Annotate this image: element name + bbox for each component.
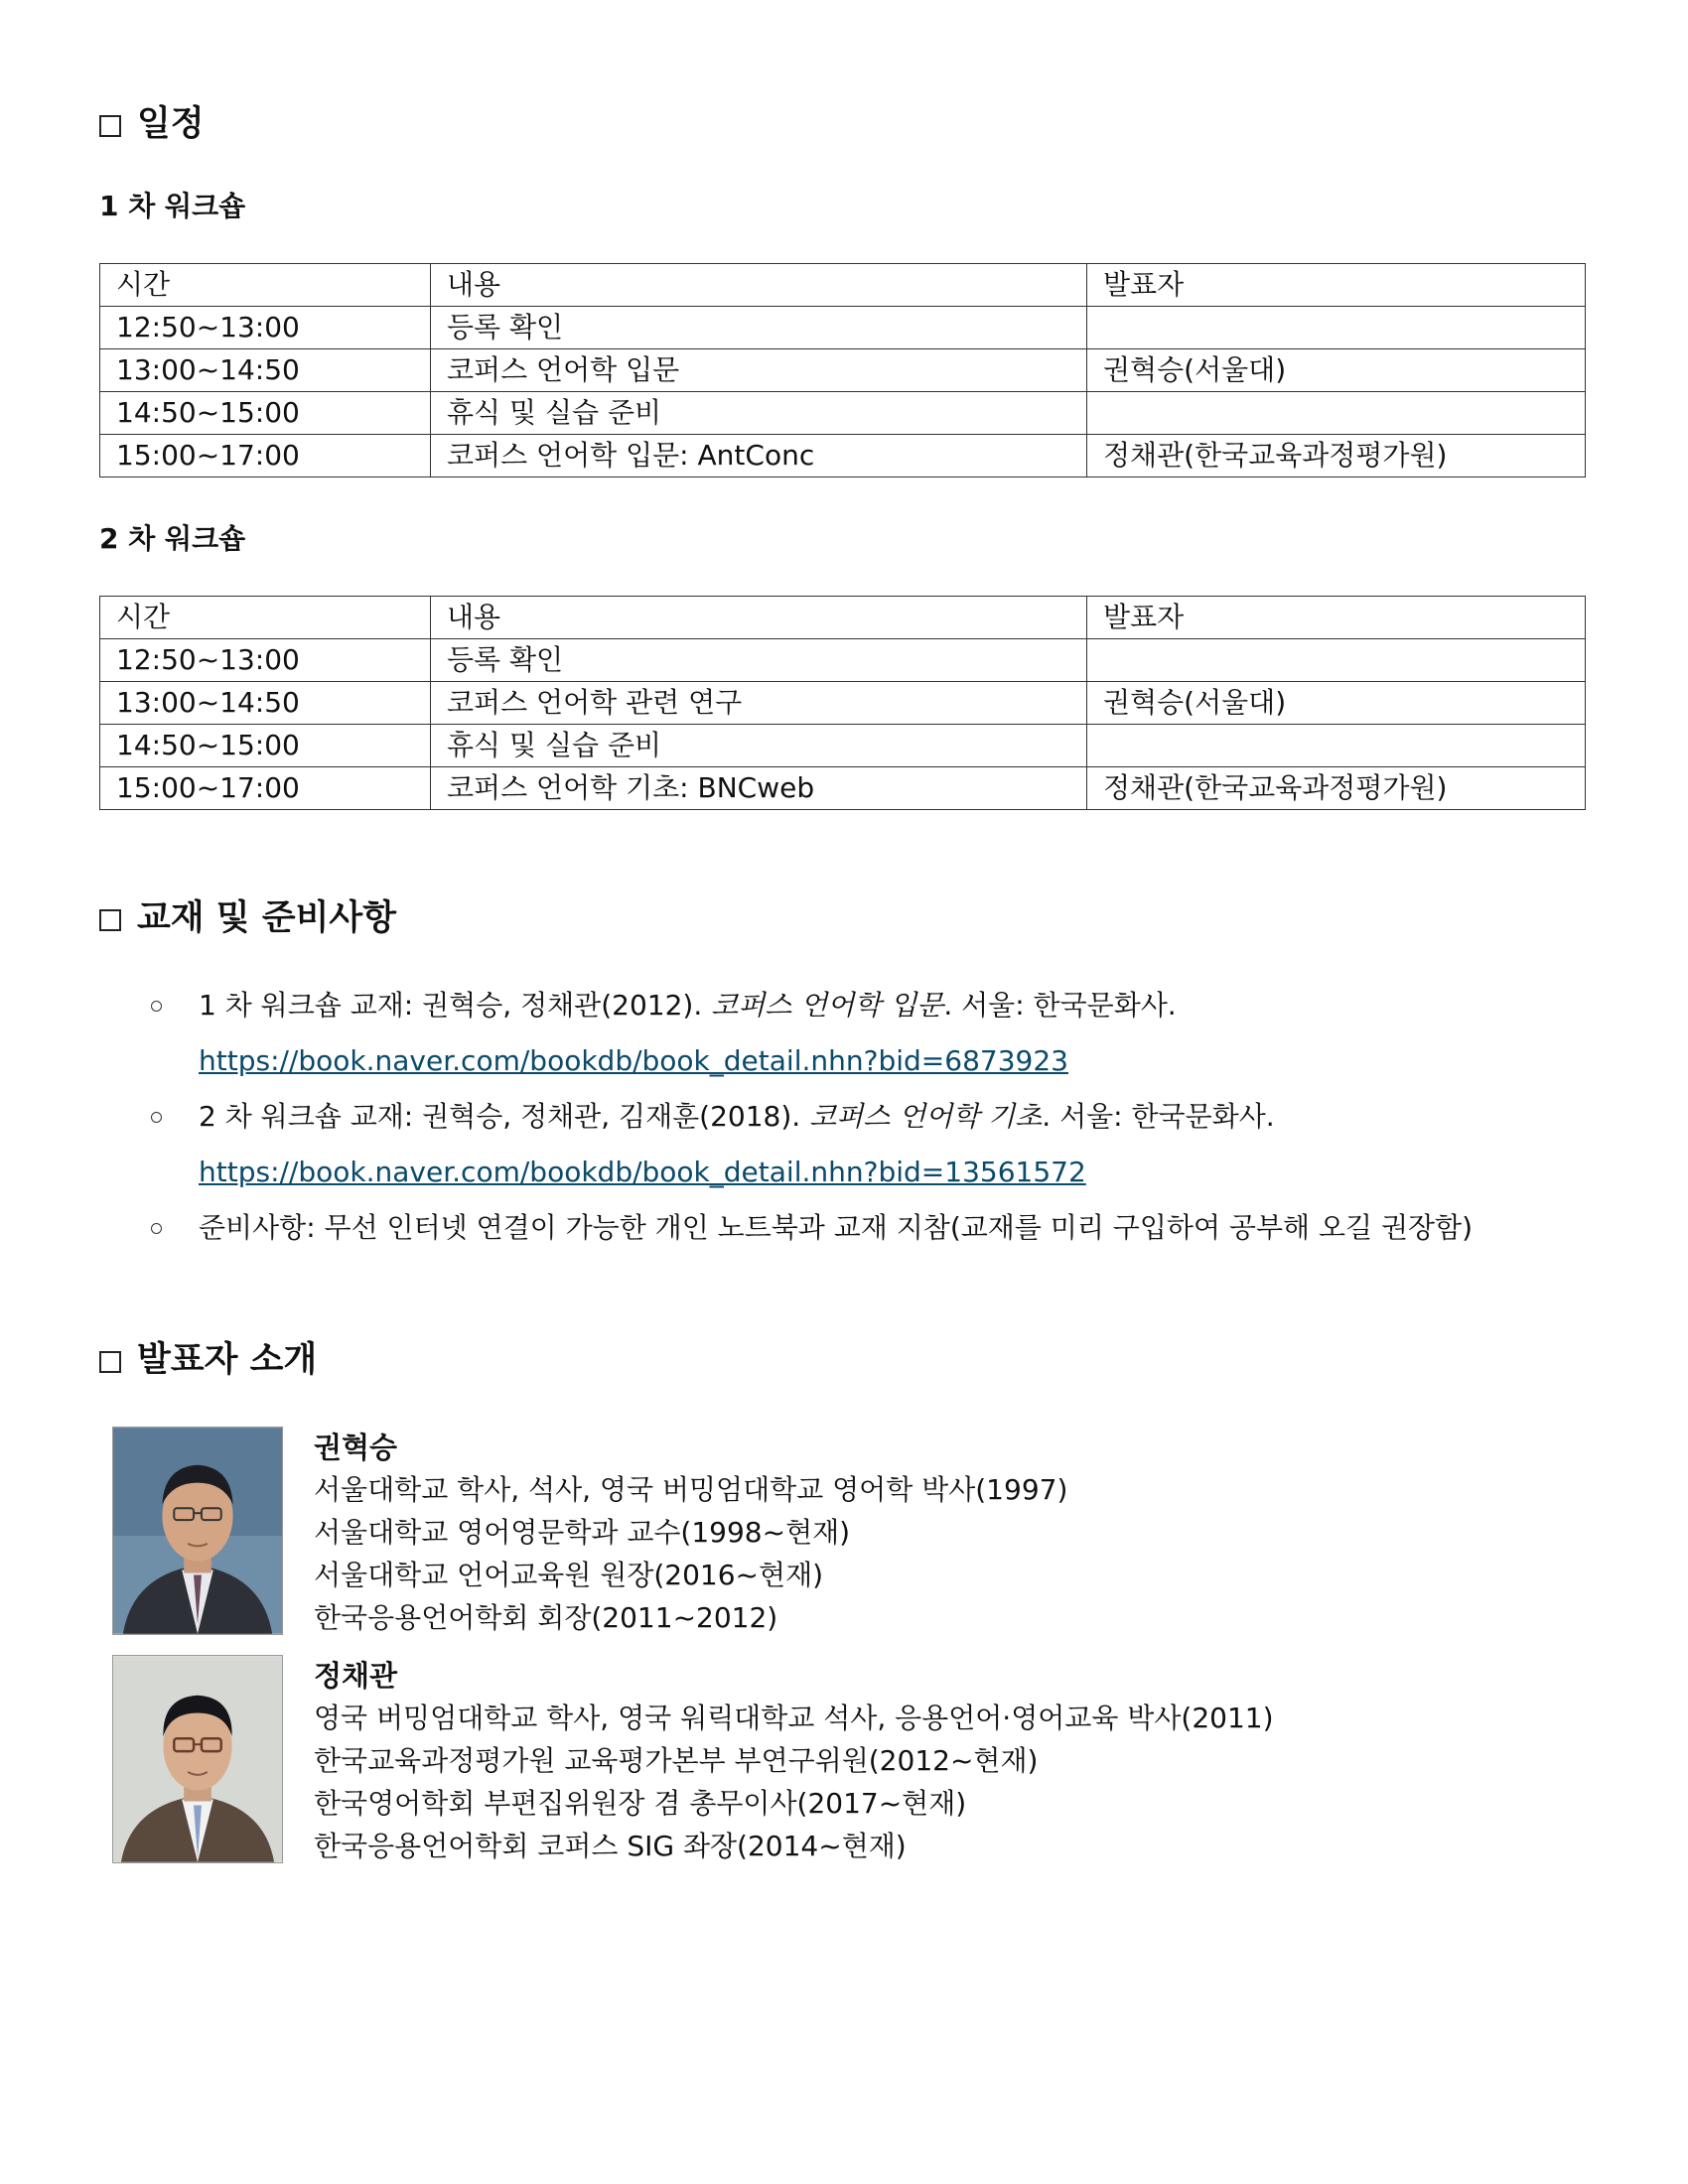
checkbox-icon xyxy=(99,909,121,931)
speaker-bio-line: 한국교육과정평가원 교육평가본부 부연구위원(2012~현재) xyxy=(314,1744,1039,1777)
presenter-cell: 정채관(한국교육과정평가원) xyxy=(1087,767,1586,810)
content-cell: 코퍼스 언어학 기초: BNCweb xyxy=(431,767,1087,810)
speakers-heading-text: 발표자 소개 xyxy=(137,1340,318,1380)
speaker-info xyxy=(314,1655,1274,1867)
schedule-heading-text: 일정 xyxy=(137,104,205,144)
header-cell-presenter: 발표자 xyxy=(1087,597,1586,639)
header-cell-content: 내용 xyxy=(431,597,1087,639)
workshop-1-table xyxy=(99,263,1586,478)
material-text: 2 차 워크숍 교재: 권혁승, 정채관, 김재훈(2018). xyxy=(199,1100,810,1133)
table-row xyxy=(100,307,1586,349)
content-cell: 코퍼스 언어학 관련 연구 xyxy=(431,682,1087,725)
speaker-bio-line: 서울대학교 언어교육원 원장(2016~현재) xyxy=(314,1559,824,1591)
table-row xyxy=(100,639,1586,682)
content-cell: 코퍼스 언어학 입문 xyxy=(431,349,1087,392)
speaker-bio-line: 한국응용언어학회 코퍼스 SIG 좌장(2014~현재) xyxy=(314,1830,907,1862)
content-cell: 코퍼스 언어학 입문: AntConc xyxy=(431,435,1087,478)
circle-bullet-icon xyxy=(151,1223,162,1234)
book-title: 코퍼스 언어학 기초 xyxy=(809,1100,1043,1133)
content-cell: 휴식 및 실습 준비 xyxy=(431,725,1087,767)
speaker-name: 권혁승 xyxy=(314,1431,398,1464)
list-item xyxy=(149,978,1589,1089)
table-row xyxy=(100,767,1586,810)
time-cell: 12:50~13:00 xyxy=(100,639,431,682)
content-cell: 휴식 및 실습 준비 xyxy=(431,392,1087,435)
circle-bullet-icon xyxy=(151,1112,162,1123)
circle-bullet-icon xyxy=(151,1001,162,1012)
speaker-bio-line: 서울대학교 영어영문학과 교수(1998~현재) xyxy=(314,1516,851,1549)
table-row xyxy=(100,349,1586,392)
preparation-text: 준비사항: 무선 인터넷 연결이 가능한 개인 노트북과 교재 지참(교재를 미리 구입하여 공부해 오길 권장함) xyxy=(199,1211,1474,1244)
checkbox-icon xyxy=(99,115,121,137)
speaker-info xyxy=(314,1427,1067,1639)
presenter-cell: 권혁승(서울대) xyxy=(1087,349,1586,392)
speakers-heading xyxy=(99,1335,317,1385)
header-cell-time: 시간 xyxy=(100,264,431,307)
table-row xyxy=(100,682,1586,725)
material-text: 1 차 워크숍 교재: 권혁승, 정채관(2012). xyxy=(199,989,712,1022)
book-link[interactable]: https://book.naver.com/bookdb/book_detail.nhn?bid=13561572 xyxy=(199,1156,1086,1188)
materials-heading xyxy=(99,893,396,943)
workshop-1-title: 1 차 워크숍 xyxy=(99,190,246,222)
book-link[interactable]: https://book.naver.com/bookdb/book_detail.nhn?bid=6873923 xyxy=(199,1044,1068,1077)
time-cell: 14:50~15:00 xyxy=(100,725,431,767)
time-cell: 15:00~17:00 xyxy=(100,435,431,478)
material-publisher: . 서울: 한국문화사. xyxy=(943,989,1177,1022)
speaker-photo xyxy=(112,1655,283,1863)
header-cell-time: 시간 xyxy=(100,597,431,639)
speaker-name: 정채관 xyxy=(314,1659,398,1693)
speaker-bio-line: 한국응용언어학회 회장(2011~2012) xyxy=(314,1601,778,1634)
time-cell: 13:00~14:50 xyxy=(100,349,431,392)
table-row xyxy=(100,392,1586,435)
header-cell-presenter: 발표자 xyxy=(1087,264,1586,307)
content-cell: 등록 확인 xyxy=(431,307,1087,349)
list-item xyxy=(149,1200,1589,1256)
presenter-cell: 정채관(한국교육과정평가원) xyxy=(1087,435,1586,478)
presenter-cell xyxy=(1087,307,1586,349)
materials-list xyxy=(149,978,1589,1256)
material-publisher: . 서울: 한국문화사. xyxy=(1042,1100,1275,1133)
list-item xyxy=(149,1089,1589,1200)
time-cell: 12:50~13:00 xyxy=(100,307,431,349)
speaker-bio-line: 서울대학교 학사, 석사, 영국 버밍엄대학교 영어학 박사(1997) xyxy=(314,1473,1068,1506)
speaker-bio-line: 영국 버밍엄대학교 학사, 영국 워릭대학교 석사, 응용언어·영어교육 박사(2011) xyxy=(314,1702,1274,1734)
book-title: 코퍼스 언어학 입문 xyxy=(711,989,944,1022)
table-header-row xyxy=(100,597,1586,639)
speaker-photo xyxy=(112,1427,283,1635)
table-header-row xyxy=(100,264,1586,307)
presenter-cell xyxy=(1087,639,1586,682)
time-cell: 14:50~15:00 xyxy=(100,392,431,435)
workshop-2-table xyxy=(99,596,1586,810)
speaker-bio-line: 한국영어학회 부편집위원장 겸 총무이사(2017~현재) xyxy=(314,1787,967,1820)
schedule-heading xyxy=(99,99,205,149)
table-row xyxy=(100,435,1586,478)
presenter-cell xyxy=(1087,725,1586,767)
workshop-2-title: 2 차 워크숍 xyxy=(99,522,246,555)
time-cell: 15:00~17:00 xyxy=(100,767,431,810)
presenter-cell: 권혁승(서울대) xyxy=(1087,682,1586,725)
checkbox-icon xyxy=(99,1351,121,1373)
time-cell: 13:00~14:50 xyxy=(100,682,431,725)
header-cell-content: 내용 xyxy=(431,264,1087,307)
content-cell: 등록 확인 xyxy=(431,639,1087,682)
presenter-cell xyxy=(1087,392,1586,435)
table-row xyxy=(100,725,1586,767)
materials-heading-text: 교재 및 준비사항 xyxy=(137,898,397,938)
